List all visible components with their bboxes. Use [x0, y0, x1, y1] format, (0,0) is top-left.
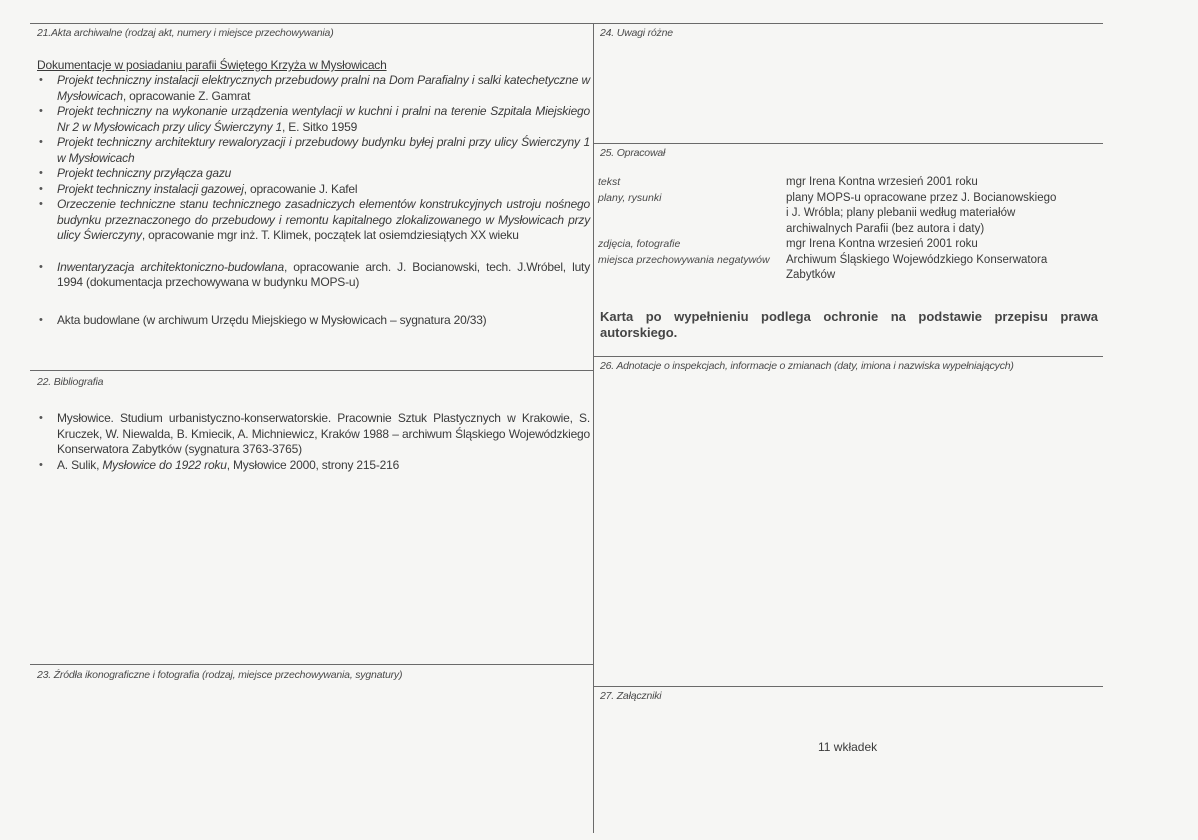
author-row: Zabytków	[786, 269, 836, 281]
list-item: • Mysłowice. Studium urbanistyczno-konserwatorskie. Pracownie Sztuk Plastycznych w Krakowie, S. Kruczek, W. Niewalda, B. Kmiecik, A. Michniewicz, Kraków 1988 – archiwum Śląskiego Wojewódzkiego Konserwatora Zabytków (sygnatura 3763-3765)	[37, 411, 590, 458]
list-item: • A. Sulik, Mysłowice do 1922 roku, Mysłowice 2000, strony 215-216	[37, 458, 590, 474]
list-item: • Projekt techniczny przyłącza gazu	[37, 166, 590, 182]
section-22-header: 22. Bibliografia	[37, 376, 104, 388]
section-23-header: 23. Źródła ikonograficzne i fotografia (rodzaj, miejsce przechowywania, sygnatury)	[37, 669, 403, 681]
attachments-count: 11 wkładek	[818, 740, 878, 754]
divider-25-26	[593, 356, 1103, 357]
docs-title: Dokumentacje w posiadaniu parafii Świętego Krzyża w Mysłowicach	[37, 58, 387, 72]
author-row: miejsca przechowywania negatywów Archiwum Śląskiego Wojewódzkiego Konserwatora	[598, 253, 1048, 266]
section-24-header: 24. Uwagi różne	[600, 27, 673, 39]
author-table	[598, 175, 1098, 284]
divider-26-27	[593, 686, 1103, 687]
author-row: zdjęcia, fotografie mgr Irena Kontna wrzesień 2001 roku	[598, 238, 978, 250]
bibliography-list	[37, 411, 590, 473]
column-divider	[593, 23, 594, 833]
divider-24-25	[593, 143, 1103, 144]
author-row: plany, rysunki plany MOPS-u opracowane przez J. Bocianowskiego	[598, 191, 1057, 204]
section-26-header: 26. Adnotacje o inspekcjach, informacje o zmianach (daty, imiona i nazwiska wypełniających)	[600, 360, 1014, 372]
list-item: • Projekt techniczny instalacji gazowej, opracowanie J. Kafel	[37, 182, 590, 198]
list-item: • Projekt techniczny architektury rewaloryzacji i przebudowy budynku byłej pralni przy ulicy Świerczyny 1 w Mysłowicach	[37, 135, 590, 166]
author-row: archiwalnych Parafii (bez autora i daty)	[786, 222, 985, 235]
copyright-notice: Karta po wypełnieniu podlega ochronie na podstawie przepisu prawa autorskiego.	[600, 309, 1098, 340]
top-border	[30, 23, 1103, 24]
list-item: • Projekt techniczny instalacji elektrycznych przebudowy pralni na Dom Parafialny i salki katechetyczne w Mysłowicach, opracowanie Z. Gamrat	[37, 73, 590, 104]
divider-21-22	[30, 370, 593, 371]
author-row: i J. Wróbla; plany plebanii według materiałów	[786, 207, 1016, 219]
divider-22-23	[30, 664, 593, 665]
archive-list	[37, 73, 590, 328]
section-25-header: 25. Opracował	[600, 147, 666, 159]
section-27-header: 27. Załączniki	[600, 690, 662, 702]
list-item: • Orzeczenie techniczne stanu technicznego zasadniczych elementów konstrukcyjnych ustroju nośnego budynku przeznaczonego do przebudowy i remontu kapitalnego zlokalizowanego w Mysłowicach przy ulicy Świerczyny, opracowanie mgr inż. T. Klimek, początek lat osiemdziesiątych XX wieku	[37, 197, 590, 244]
section-21-header: 21.Akta archiwalne (rodzaj akt, numery i miejsce przechowywania)	[37, 27, 334, 39]
author-row: tekst mgr Irena Kontna wrzesień 2001 roku	[598, 176, 978, 188]
list-item: • Inwentaryzacja architektoniczno-budowlana, opracowanie arch. J. Bocianowski, tech. J.Wróbel, luty 1994 (dokumentacja przechowywana w budynku MOPS-u)	[37, 260, 590, 291]
list-item: • Projekt techniczny na wykonanie urządzenia wentylacji w kuchni i pralni na terenie Szpitala Miejskiego Nr 2 w Mysłowicach przy ulicy Świerczyny 1, E. Sitko 1959	[37, 104, 590, 135]
list-item: • Akta budowlane (w archiwum Urzędu Miejskiego w Mysłowicach – sygnatura 20/33)	[37, 313, 590, 329]
